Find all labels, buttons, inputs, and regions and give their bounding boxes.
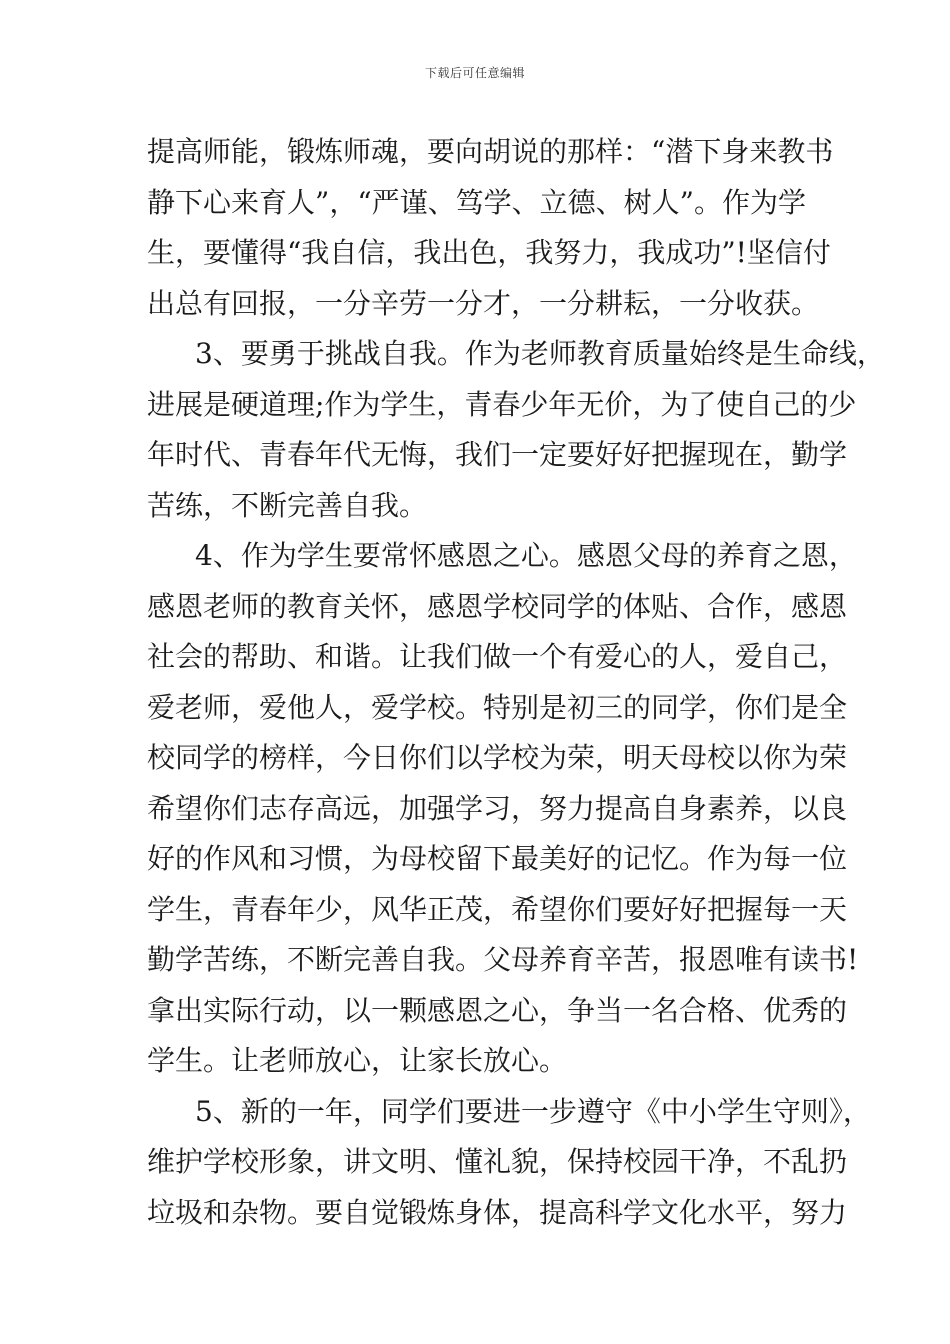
text-line: 5、新的一年，同学们要进一步遵守《中小学生守则》， [195,1094,871,1128]
text-line: 4、作为学生要常怀感恩之心。感恩父母的养育之恩， [195,539,857,572]
document-body [147,127,885,1238]
text-line: 好的作风和习惯，为母校留下最美好的记忆。作为每一位 [147,842,848,875]
text-line: 感恩老师的教育关怀，感恩学校同学的体贴、合作，感恩 [147,589,848,623]
text-line: 校同学的榜样，今日你们以学校为荣，明天母校以你为荣 [147,741,848,774]
text-line: 爱老师，爱他人，爱学校。特别是初三的同学，你们是全 [147,690,848,724]
text-line: 学生。让老师放心，让家长放心。 [147,1044,568,1077]
text-line: 静下心来育人”，“严谨、笃学、立德、树人”。作为学 [147,185,806,219]
text-line: 垃圾和杂物。要自觉锻炼身体，提高科学文化水平，努力 [147,1195,848,1229]
text-line: 社会的帮助、和谐。让我们做一个有爱心的人，爱自己， [147,640,848,673]
text-line: 勤学苦练，不断完善自我。父母养育辛苦，报恩唯有读书! [147,943,859,976]
text-line: 3、要勇于挑战自我。作为老师教育质量始终是生命线， [195,337,885,370]
text-line: 进展是硬道理;作为学生，青春少年无价，为了使自己的少 [147,387,857,421]
text-line: 出总有回报，一分辛劳一分才，一分耕耘，一分收获。 [147,286,820,320]
text-line: 提高师能，锻炼师魂，要向胡说的那样：“潜下身来教书 [147,135,834,168]
text-line: 生，要懂得“我自信，我出色，我努力，我成功”!坚信付 [147,236,831,269]
text-line: 拿出实际行动，以一颗感恩之心，争当一名合格、优秀的 [147,993,848,1027]
text-line: 维护学校形象，讲文明、懂礼貌，保持校园干净，不乱扔 [147,1145,848,1178]
text-line: 苦练，不断完善自我。 [147,488,428,522]
text-line: 学生，青春年少，风华正茂，希望你们要好好把握每一天 [147,892,848,926]
text-line: 希望你们志存高远，加强学习，努力提高自身素养，以良 [147,791,848,825]
header-note: 下载后可任意编辑 [424,66,525,80]
text-line: 年时代、青春年代无悔，我们一定要好好把握现在，勤学 [147,438,848,471]
